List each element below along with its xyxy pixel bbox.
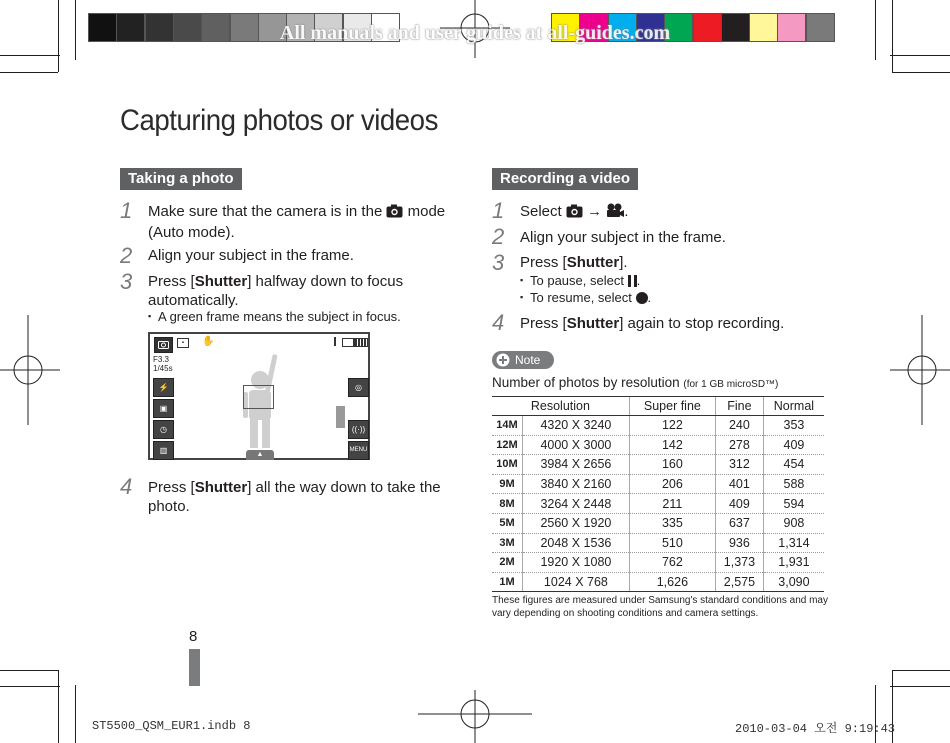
- exposure-readout: F3.3 1/45s: [153, 355, 173, 373]
- wifi-icon: ((·)): [348, 420, 369, 439]
- watermark: All manuals and user guides at all-guides.com: [279, 22, 671, 44]
- menu-button: MENU: [348, 441, 369, 460]
- fine-cell: 278: [715, 435, 763, 455]
- bottom-tab-icon: ▲: [246, 450, 274, 460]
- page-number: 8: [189, 628, 198, 645]
- resolution-cell: 3264 X 2448: [523, 494, 630, 514]
- table-row: [492, 513, 824, 533]
- step-number: 1: [492, 198, 505, 223]
- step-number: 4: [492, 310, 505, 335]
- registration-mark-left: [0, 315, 60, 425]
- fine-cell: 1,373: [715, 553, 763, 573]
- resolution-cell: 4000 X 3000: [523, 435, 630, 455]
- note-badge: Note: [492, 351, 554, 369]
- super-fine-cell: 160: [629, 455, 715, 475]
- normal-cell: 353: [763, 416, 824, 436]
- fine-cell: 312: [715, 455, 763, 475]
- step-number: 1: [120, 198, 133, 223]
- normal-cell: 1,314: [763, 533, 824, 553]
- side-tab-icon: [336, 406, 345, 428]
- section-header-taking-photo: Taking a photo: [120, 168, 242, 190]
- timer-icon: ◷: [153, 420, 174, 439]
- resolution-size-icon: 14M: [492, 416, 523, 436]
- resolution-size-icon: 3M: [492, 533, 523, 553]
- table-row: [492, 553, 824, 573]
- table-row: [492, 416, 824, 436]
- movie-mode-icon: [606, 203, 624, 223]
- super-fine-cell: 510: [629, 533, 715, 553]
- section-header-recording-video: Recording a video: [492, 168, 638, 190]
- column-header: Resolution: [492, 397, 629, 416]
- pause-icon: [628, 275, 637, 290]
- column-header: Super fine: [629, 397, 715, 416]
- step-number: 2: [492, 224, 505, 249]
- super-fine-cell: 122: [629, 416, 715, 436]
- registration-mark-bottom: [418, 690, 532, 743]
- resolution-cell: 3984 X 2656: [523, 455, 630, 475]
- fine-cell: 401: [715, 474, 763, 494]
- display-icon: ▥: [153, 441, 174, 460]
- resolution-table: [492, 396, 824, 592]
- bullet-note: ▪ A green frame means the subject in focus.: [158, 309, 401, 324]
- step-text: Press [Shutter].: [520, 254, 628, 271]
- column-header: Normal: [763, 397, 824, 416]
- camera-mode-icon: [566, 204, 583, 223]
- normal-cell: 454: [763, 455, 824, 475]
- super-fine-cell: 762: [629, 553, 715, 573]
- normal-cell: 409: [763, 435, 824, 455]
- stabilizer-icon: ✋: [202, 336, 215, 347]
- normal-cell: 594: [763, 494, 824, 514]
- record-icon: [636, 292, 648, 307]
- fine-cell: 409: [715, 494, 763, 514]
- step-text: Make sure that the camera is in the mode (Auto mode).: [148, 203, 446, 241]
- table-row: [492, 572, 824, 592]
- fine-cell: 240: [715, 416, 763, 436]
- plus-icon: [496, 353, 510, 367]
- card-icon: [342, 338, 354, 347]
- normal-cell: 1,931: [763, 553, 824, 573]
- step-number: 2: [120, 243, 133, 268]
- page-title: Capturing photos or videos: [120, 104, 438, 137]
- fine-cell: 637: [715, 513, 763, 533]
- resolution-size-icon: 12M: [492, 435, 523, 455]
- flash-icon: ⚡: [153, 378, 174, 397]
- fine-cell: 936: [715, 533, 763, 553]
- resolution-size-icon: 5M: [492, 513, 523, 533]
- resolution-icon: ▪: [177, 338, 189, 348]
- table-row: [492, 435, 824, 455]
- table-row: [492, 455, 824, 475]
- column-header: Fine: [715, 397, 763, 416]
- step-text: Press [Shutter] halfway down to focus automatically.: [148, 273, 404, 309]
- bullet-note: ▪ To resume, select .: [530, 290, 651, 307]
- footer-timestamp: 2010-03-04 오전 9:19:43: [735, 722, 896, 736]
- shooting-mode-icon: ◎: [348, 378, 369, 397]
- super-fine-cell: 142: [629, 435, 715, 455]
- resolution-size-icon: 2M: [492, 553, 523, 573]
- table-footnote: These figures are measured under Samsung's standard conditions and may vary depending on shooting conditions and camera settings.: [492, 595, 828, 619]
- super-fine-cell: 1,626: [629, 572, 715, 592]
- resolution-cell: 3840 X 2160: [523, 474, 630, 494]
- resolution-cell: 2048 X 1536: [523, 533, 630, 553]
- camera-mode-icon: [154, 337, 173, 353]
- super-fine-cell: 211: [629, 494, 715, 514]
- footer-file-info: ST5500_QSM_EUR1.indb 8: [92, 719, 251, 733]
- battery-icon: [354, 338, 368, 347]
- normal-cell: 588: [763, 474, 824, 494]
- resolution-cell: 2560 X 1920: [523, 513, 630, 533]
- resolution-size-icon: 9M: [492, 474, 523, 494]
- step-number: 4: [120, 474, 133, 499]
- super-fine-cell: 206: [629, 474, 715, 494]
- resolution-size-icon: 8M: [492, 494, 523, 514]
- table-row: [492, 494, 824, 514]
- super-fine-cell: 335: [629, 513, 715, 533]
- step-number: 3: [120, 269, 133, 294]
- normal-cell: 908: [763, 513, 824, 533]
- focus-frame: [243, 385, 274, 409]
- memory-icon: [334, 337, 336, 346]
- table-row: [492, 474, 824, 494]
- step-text: Press [Shutter] again to stop recording.: [520, 315, 785, 332]
- bullet-note: ▪ To pause, select .: [530, 273, 640, 290]
- normal-cell: 3,090: [763, 572, 824, 592]
- resolution-size-icon: 1M: [492, 572, 523, 592]
- focus-icon: ▣: [153, 399, 174, 418]
- fine-cell: 2,575: [715, 572, 763, 592]
- camera-screen-illustration: [148, 332, 370, 460]
- table-heading: Number of photos by resolution (for 1 GB microSD™): [492, 375, 779, 390]
- camera-mode-icon: [386, 204, 403, 223]
- step-text: Align your subject in the frame.: [520, 229, 726, 246]
- resolution-size-icon: 10M: [492, 455, 523, 475]
- registration-mark-right: [890, 315, 950, 425]
- step-text: Select → .: [520, 202, 628, 223]
- step-number: 3: [492, 250, 505, 275]
- step-text: Press [Shutter] all the way down to take the photo.: [148, 479, 441, 515]
- page-tab: [189, 649, 200, 686]
- resolution-cell: 4320 X 3240: [523, 416, 630, 436]
- step-text: Align your subject in the frame.: [148, 247, 354, 264]
- table-row: [492, 533, 824, 553]
- resolution-cell: 1024 X 768: [523, 572, 630, 592]
- resolution-cell: 1920 X 1080: [523, 553, 630, 573]
